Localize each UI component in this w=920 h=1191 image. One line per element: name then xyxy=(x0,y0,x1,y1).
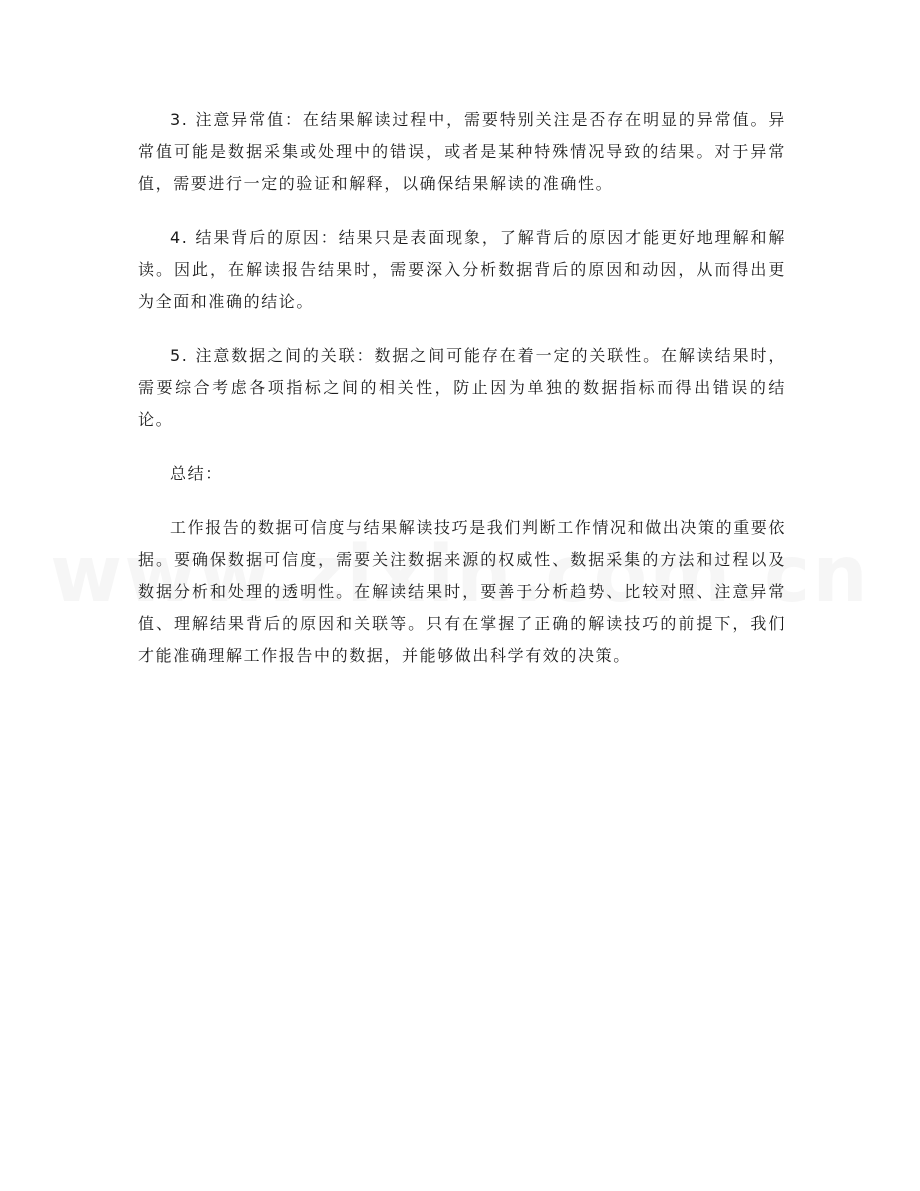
paragraph-item-4: 4. 结果背后的原因：结果只是表面现象，了解背后的原因才能更好地理解和解读。因此，在解读报告结果时，需要深入分析数据背后的原因和动因，从而得出更为全面和准确的结论。 xyxy=(138,228,786,311)
paragraph-item-3: 3. 注意异常值：在结果解读过程中，需要特别关注是否存在明显的异常值。异常值可能是数据采集或处理中的错误，或者是某种特殊情况导致的结果。对于异常值，需要进行一定的验证和解释，以确保结果解读的准确性。 xyxy=(138,110,786,193)
summary-paragraph: 工作报告的数据可信度与结果解读技巧是我们判断工作情况和做出决策的重要依据。要确保数据可信度，需要关注数据来源的权威性、数据采集的方法和过程以及数据分析和处理的透明性。在解读结果时，要善于分析趋势、比较对照、注意异常值、理解结果背后的原因和关联等。只有在掌握了正确的解读技巧的前提下，我们才能准确理解工作报告中的数据，并能够做出科学有效的决策。 xyxy=(138,518,787,665)
paragraph-item-5: 5. 注意数据之间的关联：数据之间可能存在着一定的关联性。在解读结果时，需要综合考虑各项指标之间的相关性，防止因为单独的数据指标而得出错误的结论。 xyxy=(138,346,786,429)
document-body xyxy=(138,104,786,694)
summary-heading: 总结： xyxy=(170,464,223,483)
